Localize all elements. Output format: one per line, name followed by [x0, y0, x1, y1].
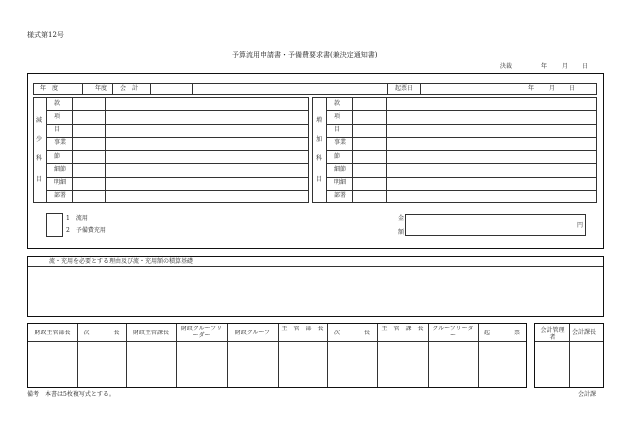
increase-row-field[interactable]	[387, 125, 596, 136]
footer-note: 備考 本書は5枚複写式とする。	[27, 391, 115, 398]
draft-year: 年	[528, 85, 535, 92]
draft-month: 月	[549, 85, 556, 92]
decrease-row-field[interactable]	[106, 125, 308, 136]
decrease-row-label: 項	[54, 112, 61, 120]
decrease-row-field[interactable]	[106, 138, 308, 149]
approval-stamp-label: 財政主管課長	[132, 330, 169, 336]
approval-stamp-cell[interactable]	[228, 343, 277, 386]
approval-stamp-label: 財政主管部長	[34, 330, 71, 336]
approval-stamp-label: 財政グループ	[234, 330, 271, 336]
approval-stamp-cell[interactable]	[29, 343, 76, 386]
decrease-row-field[interactable]	[106, 111, 308, 122]
approval-stamp-label: 主 管 部 長	[281, 326, 324, 332]
increase-row-label: 項	[334, 112, 341, 120]
decrease-row-label: 部署	[54, 192, 67, 200]
increase-row-label: 款	[334, 99, 341, 107]
decrease-row-label: 明細	[54, 179, 67, 186]
page-title: 予算流用申請書・予備費要求書(兼決定通知書)	[232, 51, 378, 59]
decision-year: 年	[541, 63, 548, 70]
accounting-manager-stamp[interactable]	[536, 343, 568, 386]
account-label: 会 計	[120, 85, 139, 92]
approval-stamp-label: グループリーダー	[432, 326, 474, 339]
increase-row-field[interactable]	[387, 178, 596, 189]
increase-row-label: 事業	[334, 139, 347, 147]
decision-label: 決裁	[500, 63, 513, 70]
reason-field[interactable]	[29, 268, 602, 315]
decrease-row-label: 節	[54, 152, 61, 160]
decision-month: 月	[562, 63, 569, 70]
accounting-manager-label: 会計管理者	[540, 327, 565, 341]
info-row	[33, 83, 597, 95]
accounting-chief-stamp[interactable]	[570, 343, 602, 386]
decrease-row-label: 款	[54, 99, 61, 107]
decision-day: 日	[582, 63, 589, 70]
approval-stamp-cell[interactable]	[177, 343, 226, 386]
increase-row-field[interactable]	[387, 138, 596, 149]
amount-unit: 円	[577, 222, 584, 229]
draft-date-label: 起票日	[395, 85, 414, 92]
approval-stamp-cell[interactable]	[279, 343, 326, 386]
approval-stamp-label: 起 票	[483, 330, 520, 336]
approval-stamp-cell[interactable]	[429, 343, 477, 386]
decrease-row-field[interactable]	[106, 151, 308, 162]
amount-label-top: 金	[398, 215, 405, 222]
type-checkbox[interactable]	[46, 213, 63, 237]
approval-stamp-cell[interactable]	[78, 343, 125, 386]
increase-row-field[interactable]	[387, 111, 596, 122]
increase-row-field[interactable]	[387, 191, 596, 202]
year-unit-label: 年度	[95, 85, 108, 92]
approval-stamp-label: 次 長	[83, 330, 120, 336]
amount-field[interactable]	[405, 214, 586, 236]
approval-stamp-cell[interactable]	[479, 343, 525, 386]
approval-stamp-cell[interactable]	[378, 343, 427, 386]
decrease-row-field[interactable]	[106, 178, 308, 189]
accounting-chief-label: 会計課長	[572, 329, 597, 336]
increase-row-label: 節	[334, 152, 341, 160]
form-number: 様式第12号	[27, 31, 64, 39]
decrease-row-label: 事業	[54, 139, 67, 147]
increase-row-label: 目	[334, 126, 341, 133]
increase-row-field[interactable]	[387, 164, 596, 175]
approval-stamp-cell[interactable]	[328, 343, 376, 386]
approval-stamp-cell[interactable]	[127, 343, 175, 386]
approval-stamp-label: 主 管 課 長	[381, 326, 424, 332]
approval-stamp-label: 財政グループリーダー	[180, 326, 223, 339]
increase-row-field[interactable]	[387, 151, 596, 162]
decrease-row-label: 細節	[54, 165, 67, 173]
approval-stamp-label: 次 長	[333, 330, 370, 336]
reason-label: 流・充用を必要とする理由及び流・充用額の積算基礎	[49, 258, 194, 265]
decrease-row-field[interactable]	[106, 98, 308, 109]
decrease-row-field[interactable]	[106, 164, 308, 175]
type-option-reserve: 2 予備費充用	[66, 227, 106, 234]
fiscal-year-label: 年 度	[40, 85, 59, 92]
type-option-transfer: 1 流用	[66, 215, 88, 222]
footer-dept: 会計課	[578, 391, 597, 398]
increase-row-label: 部署	[334, 192, 347, 200]
draft-day: 日	[569, 85, 576, 92]
decrease-row-label: 目	[54, 126, 61, 133]
increase-row-label: 細節	[334, 165, 347, 173]
decrease-row-field[interactable]	[106, 191, 308, 202]
amount-label-bottom: 額	[398, 229, 405, 236]
increase-row-field[interactable]	[387, 98, 596, 109]
increase-row-label: 明細	[334, 179, 347, 186]
